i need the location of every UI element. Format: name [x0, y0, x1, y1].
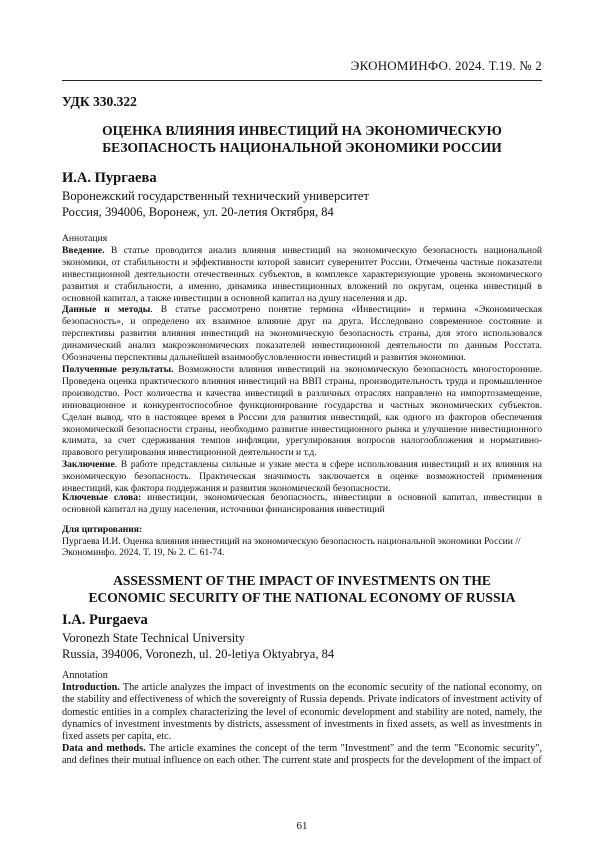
en-intro: [62, 682, 542, 743]
ru-intro-text: В статье проводится анализ влияния инвестиций на экономическую безопасность национальной экономики, от стабильности и эффективности которой зависит суверенитет России. Отмечены частные показатели инвестиционной деятельности отечественных субъектов, в комплексе характеризующие уровень экономического развития и стабильности, а именно, динамика инвестиционных вложений по округам, оценка инвестиций в основной капитал, а также инвестиции в основной капитал на душу населения и др.: [62, 244, 542, 304]
ru-title-line: БЕЗОПАСНОСТЬ НАЦИОНАЛЬНОЙ ЭКОНОМИКИ РОССИИ: [102, 140, 502, 155]
en-intro-text: The article analyzes the impact of investments on the economic security of the national economy, on the stability and effectiveness of which the sovereignty of Russia depends. Private indicators of investment activity of domestic entities in a complex characterizing the level of economic development and stability are noted, namely, the dynamics of investment investments by districts, assessment of investments in fixed assets, as well as investments in fixed assets per capita, etc.: [62, 682, 542, 743]
ru-data-methods: [62, 304, 542, 364]
ru-keywords-label: Ключевые слова:: [62, 492, 142, 503]
ru-annotation-label: Аннотация: [62, 233, 108, 244]
ru-intro-label: Введение.: [62, 244, 105, 256]
en-abstract: [62, 670, 542, 768]
en-author: I.A. Purgaeva: [62, 612, 148, 628]
ru-title: [62, 122, 542, 156]
header-rule: [62, 80, 542, 81]
citation: [62, 524, 542, 559]
en-title-line: ASSESSMENT OF THE IMPACT OF INVESTMENTS ON THE: [113, 573, 491, 588]
ru-author: И.А. Пургаева: [62, 170, 157, 186]
ru-intro: [62, 245, 542, 305]
ru-results-label: Полученные результаты.: [62, 363, 174, 375]
en-data-text: The article examines the concept of the term "Investment" and the term "Economic security", and defines their mutual influence on each other. The current state and prospects for the development of the impact of: [62, 743, 543, 767]
ru-data-text: . В статье рассмотрено понятие термина «Инвестиции» и термина «Экономическая безопасность», и определено их взаимное влияние друг на друга. Исследовано современное состояние и перспективы развития влияния инвестиций на экономическую безопасность страны, для этого использовался динамический анализ макроэкономических показателей инвестиционной деятельности по данным Росстата. Обозначены перспективы дальнейшей взаимообусловленности инвестиций и развития экономики.: [62, 304, 542, 364]
ru-abstract: [62, 233, 542, 495]
ru-conclusion-label: Заключение: [62, 459, 115, 471]
en-title: [62, 572, 542, 606]
ru-keywords-text: инвестиции, экономическая безопасность, инвестиции в основной капитал, инвестиции в основной капитал на душу населения, источники финансирования инвестиций: [62, 492, 542, 515]
en-data-label: Data and methods.: [62, 743, 146, 755]
ru-results: [62, 364, 542, 459]
en-affiliation: Voronezh State Technical University: [62, 631, 245, 645]
en-title-line: ECONOMIC SECURITY OF THE NATIONAL ECONOMY OF RUSSIA: [88, 590, 516, 605]
en-affiliation-block: [62, 630, 334, 662]
en-annotation-label: Annotation: [62, 670, 108, 681]
en-intro-label: Introduction.: [62, 682, 120, 694]
page-number: 61: [296, 820, 308, 832]
ru-title-line: ОЦЕНКА ВЛИЯНИЯ ИНВЕСТИЦИЙ НА ЭКОНОМИЧЕСКУЮ: [102, 123, 502, 138]
ru-conclusion: [62, 459, 542, 495]
en-address: Russia, 394006, Voronezh, ul. 20-letiya Oktyabrya, 84: [62, 647, 335, 661]
en-data-methods: [62, 743, 542, 767]
ru-results-text: Возможности влияния инвестиций на экономическую безопасность многосторонние. Проведена оценка практического влияния инвестиций на ВВП страны, производительность труда и промышленное производство. Рост количества и качества инвестиций в различных отраслях направлено на импортозамещение, инновационное и конкурентоспособное функционирование государства и частных экономических субъектов. Сделан вывод, что в настоящее время в России для развития инвестиций, как одного из факторов обеспечения экономической безопасности страны, необходимо развитие инвестиционного рынка и улучшение инвестиционного климата, за счет сдерживания темпов инфляции, урегулирования вопросов налогообложения и нормативно-правового регулирования инвестиционной деятельности и т.д.: [62, 363, 542, 459]
ru-affiliation-block: [62, 188, 369, 220]
ru-affiliation: Воронежский государственный технический университет: [62, 189, 369, 203]
ru-data-label: Данные и методы: [62, 304, 151, 316]
udc-code: УДК 330.322: [62, 94, 137, 109]
running-header: ЭКОНОМИНФО. 2024. Т.19. № 2: [350, 58, 542, 73]
ru-conclusion-text: . В работе представлены сильные и узкие места в сфере использования инвестиций и их влияния на экономическую безопасность. Практическая значимость заключается в оценке возможностей применения инвестиций, как фактора поддержания и развития экономической безопасности.: [62, 459, 542, 495]
ru-address: Россия, 394006, Воронеж, ул. 20-летия Октября, 84: [62, 205, 334, 219]
ru-keywords: [62, 492, 542, 516]
citation-text: Пургаева И.И. Оценка влияния инвестиций на экономическую безопасность национальной экономики России // Экономинфо. 2024. Т. 19, № 2. С. 61-74.: [62, 535, 521, 558]
citation-label: Для цитирования:: [62, 524, 143, 535]
